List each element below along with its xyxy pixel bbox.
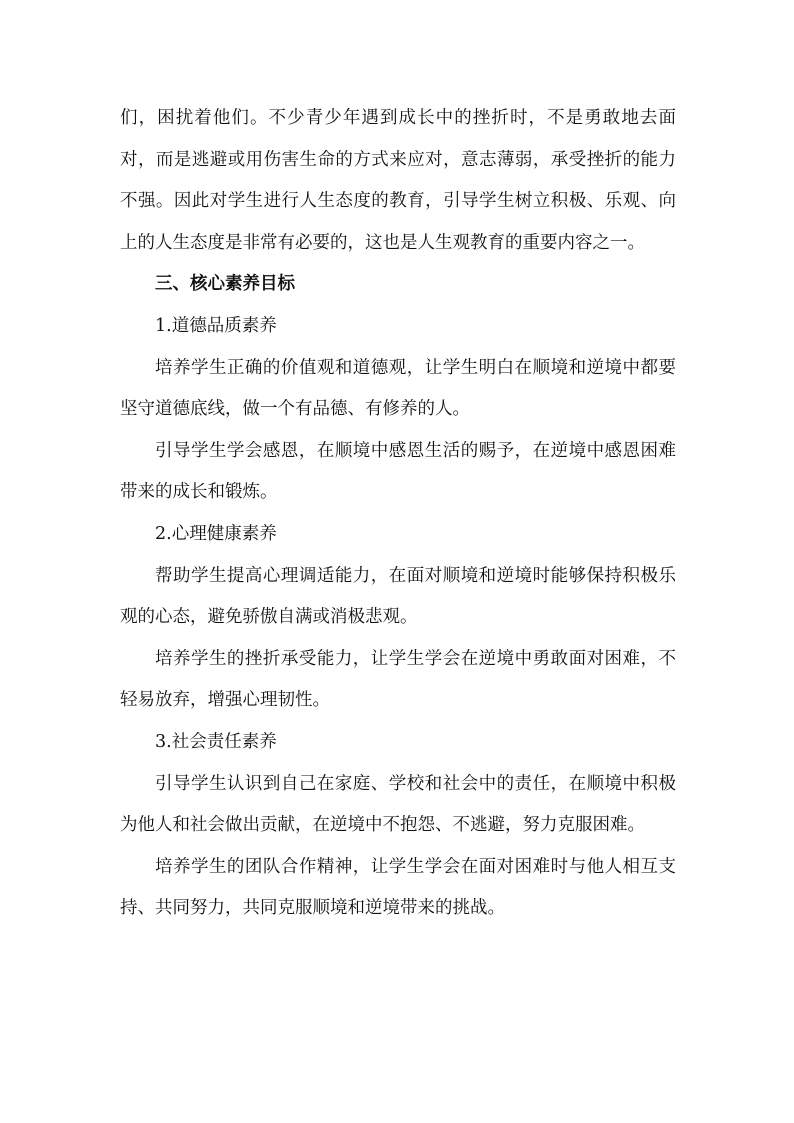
paragraph: 引导学生认识到自己在家庭、学校和社会中的责任，在顺境中积极为他人和社会做出贡献，在逆境中不抱怨、不逃避，努力克服困难。 — [120, 773, 676, 836]
paragraph: 培养学生正确的价值观和道德观，让学生明白在顺境和逆境中都要坚守道德底线，做一个有品德、有修养的人。 — [120, 357, 676, 420]
section-heading: 三、核心素养目标 — [155, 274, 295, 295]
subsection-heading-moral: 1.道德品质素养 — [155, 315, 277, 336]
document-body — [120, 98, 676, 930]
paragraph: 培养学生的团队合作精神，让学生学会在面对困难时与他人相互支持、共同努力，共同克服顺境和逆境带来的挑战。 — [120, 856, 676, 919]
subsection-heading-social-responsibility: 3.社会责任素养 — [155, 731, 277, 752]
paragraph-continuation: 们，困扰着他们。不少青少年遇到成长中的挫折时，不是勇敢地去面对，而是逃避或用伤害生命的方式来应对，意志薄弱，承受挫折的能力不强。因此对学生进行人生态度的教育，引导学生树立积极、乐观、向上的人生态度是非常有必要的，这也是人生观教育的重要内容之一。 — [120, 108, 676, 253]
paragraph: 引导学生学会感恩，在顺境中感恩生活的赐予，在逆境中感恩困难带来的成长和锻炼。 — [120, 440, 676, 503]
subsection-heading-mental-health: 2.心理健康素养 — [155, 523, 277, 544]
paragraph: 帮助学生提高心理调适能力，在面对顺境和逆境时能够保持积极乐观的心态，避免骄傲自满或消极悲观。 — [120, 565, 676, 628]
paragraph: 培养学生的挫折承受能力，让学生学会在逆境中勇敢面对困难，不轻易放弃，增强心理韧性。 — [120, 648, 676, 711]
